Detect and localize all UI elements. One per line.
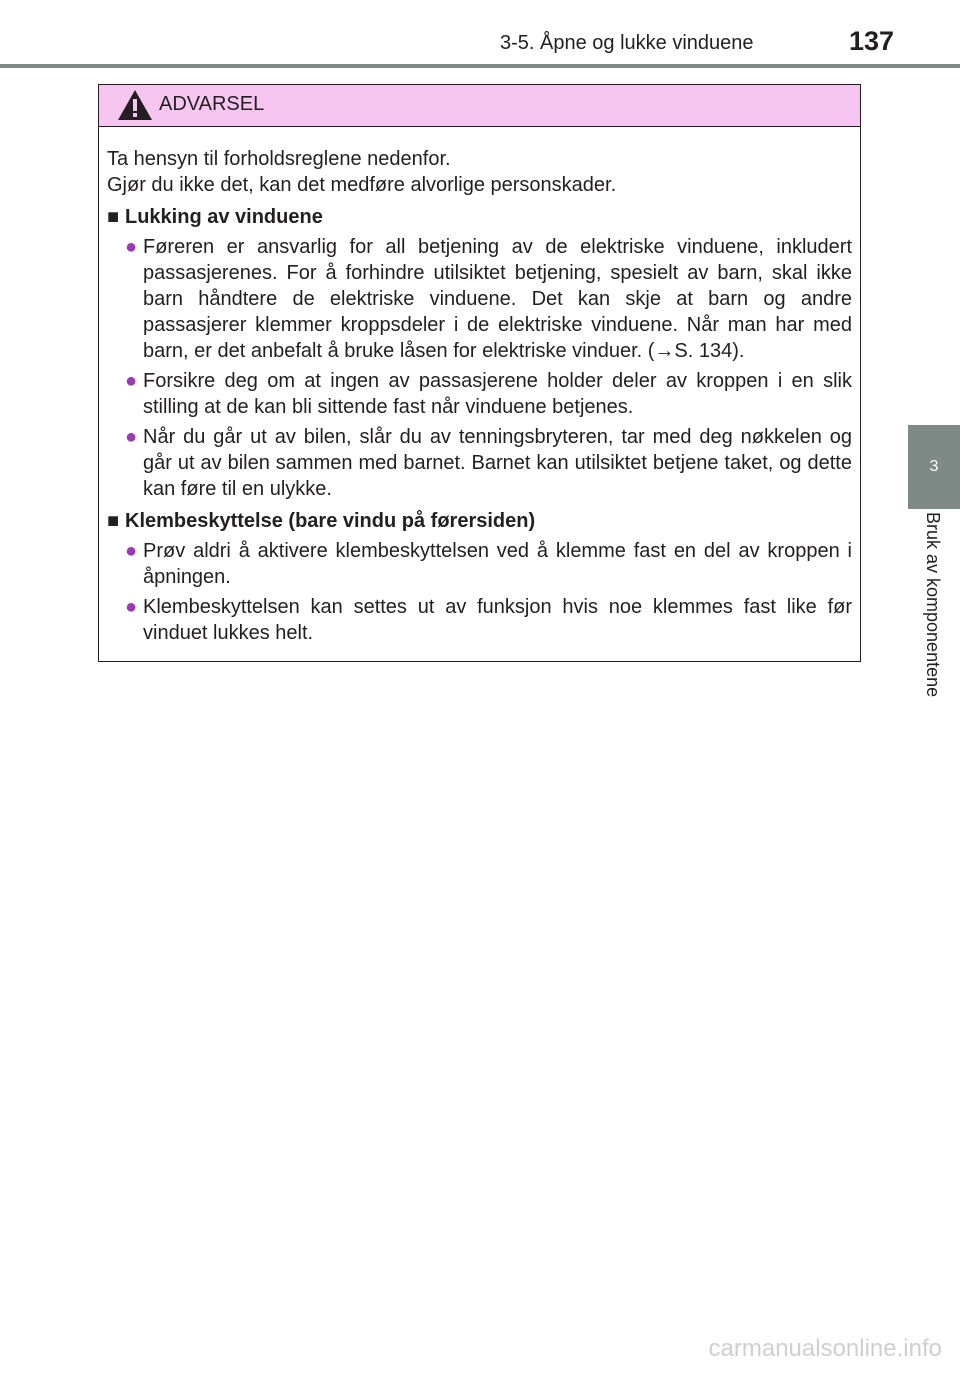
section-heading-text: Klembeskyttelse (bare vindu på førersiden) <box>125 510 536 532</box>
bullet-text: Føreren er ansvarlig for all betjening av de elektriske vinduene, inkludert passasjerenes. For å forhindre utilsiktet betjening, spesielt av barn, skal ikke barn håndtere de elektriske vinduene. Det kan skje at barn og andre passasjerer klemmer kroppsdeler i de elektriske vinduene. Når man har med barn, er det anbefalt å bruke låsen for elektriske vinduer. (→S. 134). <box>143 236 852 362</box>
bullet-item <box>125 368 852 420</box>
header-section-title: 3-5. Åpne og lukke vinduene <box>500 32 754 54</box>
bullet-dot-icon: ● <box>125 426 138 448</box>
bullet-text: Klembeskyttelsen kan settes ut av funksjon hvis noe klemmes fast like før vinduet lukkes helt. <box>143 596 852 644</box>
bullet-text: Forsikre deg om at ingen av passasjerene holder deler av kroppen i en slik stilling at de kan bli sittende fast når vinduene betjenes. <box>143 370 852 418</box>
bullet-text: Når du går ut av bilen, slår du av tenningsbryteren, tar med deg nøkkelen og går ut av bilen sammen med barnet. Barnet kan utilsiktet betjene taket, og dette kan føre til en ulykke. <box>143 426 852 500</box>
bullet-item <box>125 424 852 502</box>
bullet-text: Prøv aldri å aktivere klembeskyttelsen ved å klemme fast en del av kroppen i åpningen. <box>143 540 852 588</box>
watermark: carmanualsonline.info <box>708 1335 942 1362</box>
header-rule <box>0 64 960 68</box>
bullet-dot-icon: ● <box>125 236 138 258</box>
section-square-marker: ■ <box>107 510 120 532</box>
bullet-item <box>125 538 852 590</box>
warning-intro-line: Ta hensyn til forholdsreglene nedenfor. <box>107 148 451 170</box>
warning-title: ADVARSEL <box>159 93 265 115</box>
section-square-marker: ■ <box>107 206 120 228</box>
bullet-dot-icon: ● <box>125 540 138 562</box>
section-heading <box>107 508 852 534</box>
section-heading-text: Lukking av vinduene <box>125 206 323 228</box>
bullet-dot-icon: ● <box>125 370 138 392</box>
bullet-item <box>125 594 852 646</box>
chapter-label-area <box>908 512 960 742</box>
section-heading <box>107 204 852 230</box>
warning-box <box>98 84 861 662</box>
chapter-tab <box>908 425 960 509</box>
chapter-number: 3 <box>929 458 939 475</box>
chapter-label: Bruk av komponentene <box>923 512 943 698</box>
warning-triangle-icon <box>117 89 153 121</box>
warning-header <box>99 85 860 127</box>
bullet-dot-icon: ● <box>125 596 138 618</box>
bullet-item <box>125 234 852 364</box>
page-number: 137 <box>848 26 894 56</box>
warning-intro-line: Gjør du ikke det, kan det medføre alvorlige personskader. <box>107 174 617 196</box>
warning-body <box>99 127 860 646</box>
